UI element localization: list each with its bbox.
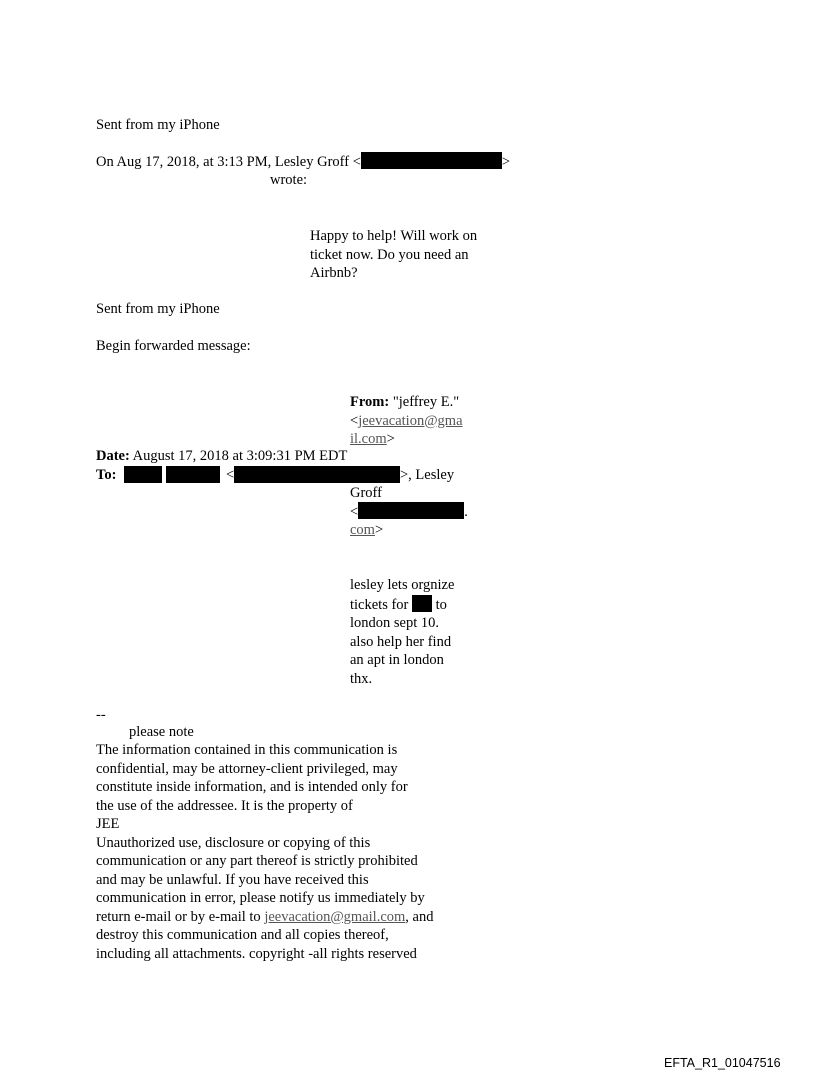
body-tickets-for: tickets for	[350, 596, 409, 613]
confidentiality-notice	[96, 741, 433, 963]
to-after: >, Lesley	[400, 467, 455, 483]
forwarded-from	[350, 393, 463, 449]
from-email-link-cont[interactable]: il.com	[350, 431, 387, 447]
signature-dashes: --	[96, 707, 106, 723]
reply-body-line: ticket now. Do you need an	[310, 246, 469, 263]
sent-from-iphone-1: Sent from my iPhone	[96, 117, 220, 133]
notice-email-link[interactable]: jeevacation@gmail.com	[264, 908, 406, 925]
redaction-box	[361, 152, 502, 169]
notice-line: Unauthorized use, disclosure or copying of this	[96, 834, 371, 851]
body-line-tickets	[350, 595, 454, 615]
redaction-box	[234, 466, 400, 483]
body-line: also help her find	[350, 633, 452, 650]
reply-header-suffix: >	[501, 154, 511, 170]
redaction-box	[358, 502, 464, 519]
reply-header-prefix: On Aug 17, 2018, at 3:13 PM, Lesley Groff <	[96, 154, 361, 170]
date-value: August 17, 2018 at 3:09:31 PM EDT	[129, 448, 348, 464]
notice-line: constitute inside information, and is intended only for	[96, 779, 408, 795]
notice-line-email	[96, 908, 433, 927]
redaction-box	[166, 466, 220, 483]
to-dot: .	[464, 504, 468, 520]
reply-wrote: wrote:	[270, 172, 308, 188]
body-to: to	[435, 596, 447, 613]
body-line: thx.	[350, 670, 373, 687]
notice-email-prefix: return e-mail or by e-mail to	[96, 908, 265, 925]
notice-line: including all attachments. copyright -all rights reserved	[96, 945, 417, 962]
forward-intro: Begin forwarded message:	[96, 338, 251, 354]
to-com-link[interactable]: com	[350, 522, 375, 538]
date-label: Date:	[96, 448, 130, 464]
redaction-box	[412, 595, 432, 612]
document-id: EFTA_R1_01047516	[664, 1056, 781, 1070]
to-open-bracket: <	[226, 467, 235, 483]
notice-email-suffix: , and	[405, 908, 434, 925]
reply-body-line: Happy to help! Will work on	[310, 228, 478, 244]
body-line: an apt in london	[350, 652, 444, 668]
notice-line: communication in error, please notify us immediately by	[96, 890, 425, 906]
reply-header	[96, 152, 510, 172]
signature-please-note: please note	[129, 724, 194, 740]
sent-from-iphone-2: Sent from my iPhone	[96, 301, 220, 317]
forwarded-to	[96, 466, 116, 485]
from-open-bracket: <	[350, 412, 359, 429]
notice-line: and may be unlawful. If you have received this	[96, 871, 369, 888]
to-com	[350, 521, 383, 540]
forwarded-date	[96, 447, 347, 466]
to-label: To:	[96, 467, 117, 483]
from-email-link[interactable]: jeevacation@gma	[358, 412, 463, 429]
from-close-bracket: >	[386, 431, 395, 447]
reply-body	[310, 227, 477, 283]
to-groff: Groff	[350, 485, 382, 501]
to-second-recipient	[350, 502, 468, 522]
notice-line: destroy this communication and all copies thereof,	[96, 927, 389, 943]
notice-line: confidential, may be attorney-client privileged, may	[96, 760, 398, 777]
notice-line: The information contained in this communication is	[96, 742, 398, 758]
body-line: london sept 10.	[350, 615, 440, 631]
from-name: "jeffrey E."	[389, 394, 460, 410]
notice-line: the use of the addressee. It is the property of	[96, 797, 353, 814]
body-line: lesley lets orgnize	[350, 577, 455, 593]
notice-line: communication or any part thereof is strictly prohibited	[96, 853, 418, 869]
redaction-box	[124, 466, 162, 483]
reply-body-line: Airbnb?	[310, 265, 358, 281]
from-label: From:	[350, 394, 390, 410]
forwarded-body	[350, 576, 454, 688]
to-close-bracket: >	[374, 522, 384, 538]
notice-line: JEE	[96, 816, 120, 832]
to-open-bracket-2: <	[350, 504, 359, 520]
